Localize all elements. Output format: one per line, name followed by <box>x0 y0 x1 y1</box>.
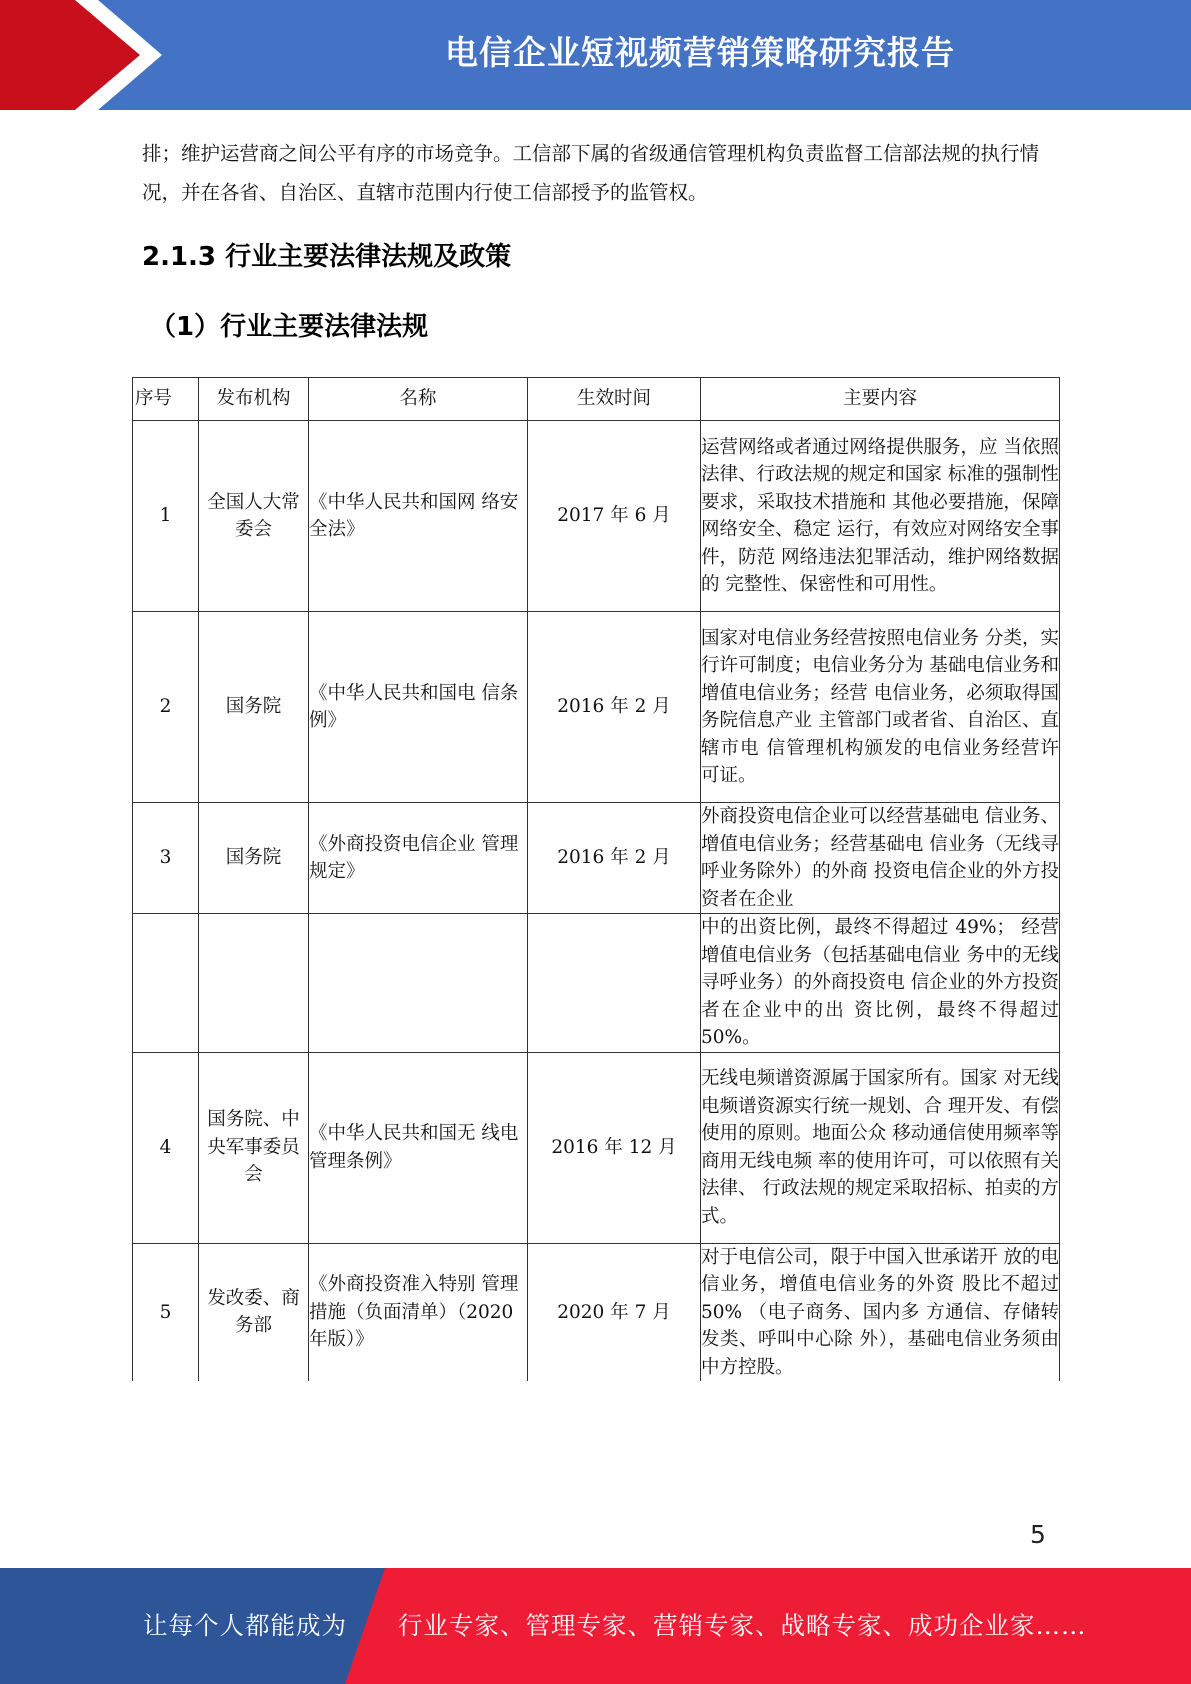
table-row <box>133 612 1060 803</box>
footer-slogan-left: 让每个人都能成为 <box>143 1611 347 1640</box>
page-number: 5 <box>1030 1520 1046 1549</box>
table-row <box>133 1243 1060 1381</box>
footer-slogan-right: 行业专家、管理专家、营销专家、战略专家、成功企业家…… <box>398 1611 1087 1640</box>
cell-org: 发改委、商务部 <box>199 1243 309 1381</box>
cell-date: 2016 年 2 月 <box>528 803 701 914</box>
table-row <box>133 803 1060 914</box>
cell-seq: 4 <box>133 1052 199 1243</box>
cell-org: 全国人大常委会 <box>199 421 309 612</box>
column-header-seq: 序号 <box>133 378 199 421</box>
cell-date: 2017 年 6 月 <box>528 421 701 612</box>
page-header <box>0 0 1191 110</box>
cell-org <box>199 914 309 1053</box>
cell-seq: 2 <box>133 612 199 803</box>
cell-content: 运营网络或者通过网络提供服务，应 当依照法律、行政法规的规定和国家 标准的强制性要求，采取技术措施和 其他必要措施，保障网络安全、稳定 运行，有效应对网络安全事件，防范 网络违法犯罪活动，维护网络数据的 完整性、保密性和可用性。 <box>701 421 1060 612</box>
cell-name: 《外商投资电信企业 管理规定》 <box>309 803 528 914</box>
cell-date: 2016 年 2 月 <box>528 612 701 803</box>
intro-paragraph: 排；维护运营商之间公平有序的市场竞争。工信部下属的省级通信管理机构负责监督工信部法规的执行情况，并在各省、自治区、直辖市范围内行使工信部授予的监管权。 <box>142 142 1040 204</box>
table-header-row <box>133 378 1060 421</box>
column-header-date: 生效时间 <box>528 378 701 421</box>
cell-name: 《外商投资准入特别 管理措施（负面清单）（2020 年版）》 <box>309 1243 528 1381</box>
column-header-content: 主要内容 <box>701 378 1060 421</box>
table-row <box>133 914 1060 1053</box>
cell-org: 国务院 <box>199 612 309 803</box>
cell-name: 《中华人民共和国无 线电管理条例》 <box>309 1052 528 1243</box>
cell-content: 对于电信公司，限于中国入世承诺开 放的电信业务，增值电信业务的外资 股比不超过 50% （电子商务、国内多 方通信、存储转发类、呼叫中心除 外），基础电信业务须由中方控股。 <box>701 1243 1060 1381</box>
cell-seq: 5 <box>133 1243 199 1381</box>
cell-date: 2020 年 7 月 <box>528 1243 701 1381</box>
laws-table <box>132 377 1060 1381</box>
cell-org: 国务院、中央军事委员会 <box>199 1052 309 1243</box>
cell-seq: 3 <box>133 803 199 914</box>
cell-name: 《中华人民共和国网 络安全法》 <box>309 421 528 612</box>
cell-org: 国务院 <box>199 803 309 914</box>
section-heading: 2.1.3 行业主要法律法规及政策 <box>142 242 512 272</box>
cell-content: 国家对电信业务经营按照电信业务 分类，实行许可制度；电信业务分为 基础电信业务和增值电信业务；经营 电信业务，必须取得国务院信息产业 主管部门或者省、自治区、直辖市电 信管理机构颁发的电信业务经营许 可证。 <box>701 612 1060 803</box>
cell-seq <box>133 914 199 1053</box>
cell-content: 外商投资电信企业可以经营基础电 信业务、增值电信业务；经营基础电 信业务（无线寻呼业务除外）的外商 投资电信企业的外方投资者在企业 <box>701 803 1060 914</box>
cell-name <box>309 914 528 1053</box>
document-title: 电信企业短视频营销策略研究报告 <box>445 33 955 72</box>
cell-seq: 1 <box>133 421 199 612</box>
cell-date: 2016 年 12 月 <box>528 1052 701 1243</box>
page-footer <box>0 1568 1191 1684</box>
table-row <box>133 1052 1060 1243</box>
cell-date <box>528 914 701 1053</box>
cell-content: 无线电频谱资源属于国家所有。国家 对无线电频谱资源实行统一规划、合 理开发、有偿使用的原则。地面公众 移动通信使用频率等商用无线电频 率的使用许可，可以依照有关法律、 行政法规的规定采取招标、拍卖的方 式。 <box>701 1052 1060 1243</box>
column-header-name: 名称 <box>309 378 528 421</box>
table-row <box>133 421 1060 612</box>
cell-name: 《中华人民共和国电 信条例》 <box>309 612 528 803</box>
column-header-org: 发布机构 <box>199 378 309 421</box>
cell-content: 中的出资比例，最终不得超过 49%； 经营增值电信业务（包括基础电信业 务中的无线寻呼业务）的外商投资电 信企业的外方投资者在企业中的出 资比例，最终不得超过 50%。 <box>701 914 1060 1053</box>
subsection-heading: （1）行业主要法律法规 <box>150 312 429 342</box>
